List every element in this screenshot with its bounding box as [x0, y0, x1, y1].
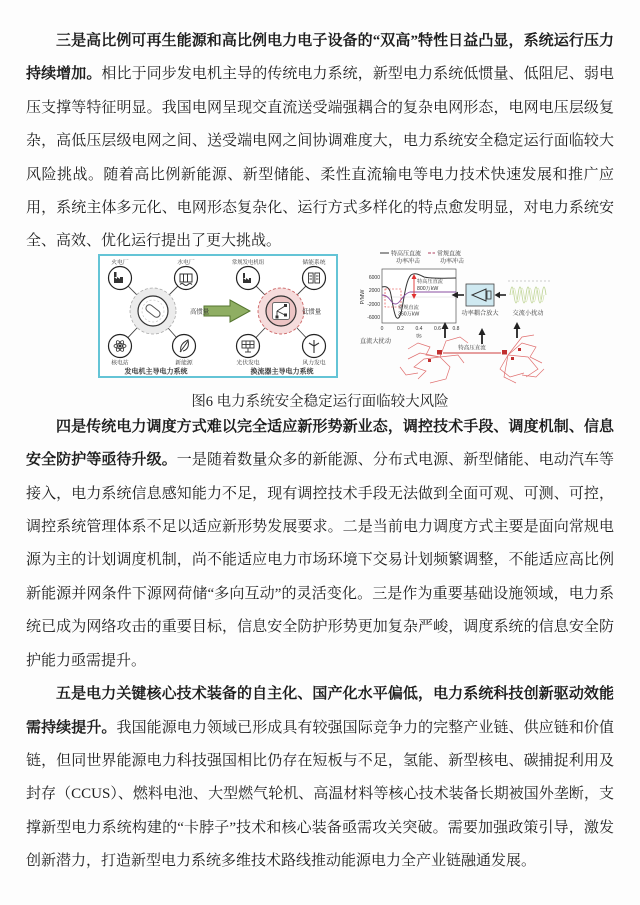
thermal-plant-node	[109, 266, 132, 289]
storage-node	[303, 266, 326, 289]
legend-conv-name: 常规直流	[437, 251, 462, 258]
svg-text:0: 0	[380, 325, 384, 332]
figure-right-panel	[358, 245, 640, 405]
svg-text:0.6: 0.6	[434, 325, 441, 332]
conv-system-caption: 换流器主导电力系统	[250, 368, 314, 376]
wind-node	[303, 334, 326, 357]
pv-label: 光伏发电	[236, 360, 260, 367]
y-ticks	[367, 275, 380, 321]
paragraph-body: 一是随着数量众多的新能源、分布式电源、新型储能、电动汽车等接入，电力系统信息感知能力不足，现有调控技术手段无法做到全面可观、可测、可控，调控系统管理体系不足以适应新形势发展要求。二是当前电力调度方式主要是面向常规电源为主的计划调度机制，尚不能适应电力市场环境下交易计划频繁调整，不能适应高比例新能源并网条件下源网荷储“多向互动”的灵活变化。三是作为重要基础设施领域，电力系统已成为网络攻击的重要目标，信息安全防护形势更加复杂严峻，调度系统的信息安全防护能力亟需提升。	[26, 452, 614, 669]
figure-6	[26, 245, 614, 393]
up-arrow-icon	[514, 322, 521, 329]
legend-conv-sub: 功率冲击	[440, 258, 465, 265]
paragraph-lead: 五是电力关键核心技术装备的自主化、国产化水平偏低，电力系统科技创新驱动效能需持续提升。	[26, 686, 614, 736]
paragraph-lead: 四是传统电力调度方式难以完全适应新形势新业态，调控技术手段、调度机制、信息安全防护等亟待升级。	[26, 418, 614, 469]
paragraph-4-dispatch	[26, 411, 614, 678]
storage-label: 储能系统	[302, 259, 326, 266]
paragraph-5-technology	[26, 678, 614, 878]
sending-grid-map	[400, 337, 468, 383]
wind-label: 风力发电	[302, 360, 326, 367]
converter-branch-icon	[273, 302, 290, 319]
paragraph-3-dual-high	[26, 25, 614, 259]
paragraph-lead: 三是高比例可再生能源和高比例电力电子设备的“双高”特性日益凸显，系统运行压力持续增加。	[26, 33, 614, 83]
conventional-gen-node	[237, 266, 260, 289]
hydro-plant-node	[175, 266, 198, 289]
figure-caption: 图6 电力系统安全稳定运行面临较大风险	[191, 393, 449, 410]
dc-disturbance-label: 直流大扰动	[360, 337, 391, 345]
y-axis-label: P/MW	[360, 289, 366, 305]
up-arrow-icon	[479, 328, 486, 335]
flow-arrow-into-box-icon	[495, 292, 501, 298]
conv-annotation-line1: 常规直流	[398, 304, 419, 311]
pv-node	[237, 334, 260, 357]
gen-system-caption: 发电机主导电力系统	[124, 368, 188, 376]
power-coupling-label: 功率耦合放大	[461, 309, 499, 317]
sending-station-marker	[437, 350, 442, 355]
legend-uhv-name: 特高压直流	[391, 251, 422, 258]
legend-uhv-sub: 功率冲击	[396, 258, 421, 265]
high-inertia-label: 高惯量	[190, 308, 210, 316]
svg-text:-2000: -2000	[367, 301, 380, 308]
svg-text:-6000: -6000	[367, 314, 380, 321]
ac-disturbance-label: 交流小扰动	[512, 309, 544, 317]
conv-annotation-line2: 360万kW	[398, 311, 420, 318]
receiving-grid-map	[500, 335, 544, 383]
svg-text:2000: 2000	[368, 287, 380, 294]
station-marker	[518, 348, 521, 351]
generator-hub	[130, 288, 176, 334]
paragraph-body: 相比于同步发电机主导的传统电力系统，新型电力系统低惯量、低阻尼、弱电压支撑等特征明显。我国电网呈现交直流送受端强耦合的复杂电网形态，电网电压层级复杂，高低压层级电网之间、送受端电网之间协调难度大，电力系统安全稳定运行面临较大风险挑战。随着高比例新能源、新型储能、柔性直流输电等电力技术快速发展和推广应用，系统主体多元化、电网形态复杂化、运行方式多样化的特点愈发明显，对电力系统安全、高效、优化运行提出了更大挑战。	[26, 66, 614, 250]
ac-sine-waves-icon	[508, 281, 550, 303]
nuclear-label: 核电站	[111, 360, 129, 367]
svg-text:0.4: 0.4	[415, 325, 423, 332]
power-coupling-box	[452, 284, 507, 306]
svg-text:0.8: 0.8	[452, 325, 460, 332]
paragraph-body: 我国能源电力领域已形成具有较强国际竞争力的完整产业链、供应链和价值链，但同世界能源电力科技强国相比仍存在短板与不足，氢能、新型核电、碳捕捉利用及封存（CCUS）、燃料电池、大型燃气轮机、高温材料等核心技术装备长期被国外垄断，支撑新型电力系统构建的“卡脖子”技术和核心装备亟需攻关突破。需要加强政策引导，激发创新潜力，打造新型电力系统多维技术路线推动能源电力全产业链融通发展。	[26, 719, 614, 870]
renewable-node	[173, 334, 196, 357]
receiving-station-marker	[502, 350, 507, 355]
figure-left-panel	[98, 254, 338, 378]
converter-hub	[258, 288, 304, 334]
svg-text:0.2: 0.2	[397, 325, 404, 332]
renewable-label: 新能源	[175, 360, 193, 367]
nuclear-plant-node	[109, 334, 132, 357]
uhv-annotation-line1: 特高压直流	[417, 278, 443, 285]
station-marker	[511, 357, 514, 360]
hydro-label: 水电厂	[177, 259, 195, 266]
conventional-label: 常规发电机组	[231, 259, 265, 266]
x-axis-label: t/s	[416, 333, 422, 340]
low-inertia-label: 低惯量	[302, 308, 322, 316]
station-marker	[428, 359, 431, 362]
uhv-annotation-line2: 800万kW	[417, 285, 439, 292]
svg-text:6000: 6000	[368, 274, 380, 281]
thermal-label: 火电厂	[111, 259, 129, 266]
uhv-dc-link-label: 特高压直流	[458, 345, 486, 352]
